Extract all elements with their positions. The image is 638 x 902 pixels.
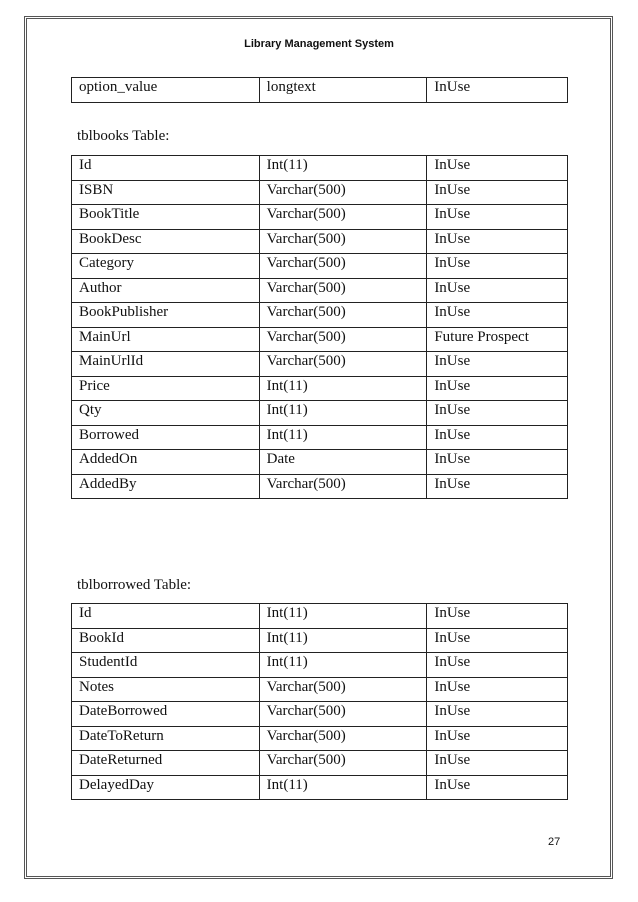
field-type-cell: Varchar(500) bbox=[259, 303, 427, 328]
table-row bbox=[72, 775, 568, 800]
table-row bbox=[72, 352, 568, 377]
field-name-cell: DelayedDay bbox=[72, 775, 260, 800]
field-status-cell: InUse bbox=[427, 751, 568, 776]
field-name-cell: DateBorrowed bbox=[72, 702, 260, 727]
field-type-cell: Int(11) bbox=[259, 653, 427, 678]
field-name-cell: DateReturned bbox=[72, 751, 260, 776]
field-type-cell: Varchar(500) bbox=[259, 726, 427, 751]
field-name-cell: ISBN bbox=[72, 180, 260, 205]
field-status-cell: InUse bbox=[427, 278, 568, 303]
field-type-cell: Date bbox=[259, 450, 427, 475]
field-name-cell: Author bbox=[72, 278, 260, 303]
table-row bbox=[72, 604, 568, 629]
table-row bbox=[72, 156, 568, 181]
table-row bbox=[72, 425, 568, 450]
table-row bbox=[72, 726, 568, 751]
table-row bbox=[72, 205, 568, 230]
field-status-cell: InUse bbox=[427, 474, 568, 499]
field-type-cell: Varchar(500) bbox=[259, 205, 427, 230]
field-status-cell: InUse bbox=[427, 229, 568, 254]
field-status-cell: InUse bbox=[427, 205, 568, 230]
field-type-cell: Varchar(500) bbox=[259, 229, 427, 254]
table-row bbox=[72, 628, 568, 653]
field-type-cell: Varchar(500) bbox=[259, 180, 427, 205]
field-type-cell: Varchar(500) bbox=[259, 702, 427, 727]
table-row bbox=[72, 653, 568, 678]
table-row bbox=[72, 677, 568, 702]
field-name-cell: option_value bbox=[72, 78, 260, 103]
tblbooks-caption: tblbooks Table: bbox=[77, 128, 170, 144]
tblborrowed-table bbox=[71, 603, 568, 800]
page-number: 27 bbox=[548, 836, 561, 848]
field-status-cell: Future Prospect bbox=[427, 327, 568, 352]
field-name-cell: Notes bbox=[72, 677, 260, 702]
field-status-cell: InUse bbox=[427, 604, 568, 629]
field-status-cell: InUse bbox=[427, 180, 568, 205]
field-name-cell: DateToReturn bbox=[72, 726, 260, 751]
field-status-cell: InUse bbox=[427, 401, 568, 426]
tblborrowed-caption: tblborrowed Table: bbox=[77, 577, 192, 593]
field-status-cell: InUse bbox=[427, 156, 568, 181]
field-status-cell: InUse bbox=[427, 425, 568, 450]
field-name-cell: AddedBy bbox=[72, 474, 260, 499]
field-status-cell: InUse bbox=[427, 775, 568, 800]
tblbooks-table bbox=[71, 155, 568, 499]
table-row bbox=[72, 751, 568, 776]
table-row bbox=[72, 474, 568, 499]
field-name-cell: Price bbox=[72, 376, 260, 401]
field-status-cell: InUse bbox=[427, 677, 568, 702]
table-row bbox=[72, 702, 568, 727]
field-name-cell: BookId bbox=[72, 628, 260, 653]
option-table bbox=[71, 77, 568, 103]
field-status-cell: InUse bbox=[427, 726, 568, 751]
field-name-cell: Id bbox=[72, 604, 260, 629]
field-name-cell: MainUrlId bbox=[72, 352, 260, 377]
field-status-cell: InUse bbox=[427, 653, 568, 678]
field-type-cell: Int(11) bbox=[259, 425, 427, 450]
table-row bbox=[72, 401, 568, 426]
field-type-cell: Varchar(500) bbox=[259, 677, 427, 702]
field-name-cell: StudentId bbox=[72, 653, 260, 678]
table-row bbox=[72, 180, 568, 205]
field-name-cell: Category bbox=[72, 254, 260, 279]
field-name-cell: Qty bbox=[72, 401, 260, 426]
field-name-cell: BookPublisher bbox=[72, 303, 260, 328]
field-type-cell: Varchar(500) bbox=[259, 352, 427, 377]
table-row bbox=[72, 229, 568, 254]
field-name-cell: Id bbox=[72, 156, 260, 181]
field-type-cell: Int(11) bbox=[259, 376, 427, 401]
field-type-cell: Int(11) bbox=[259, 156, 427, 181]
field-name-cell: MainUrl bbox=[72, 327, 260, 352]
field-status-cell: InUse bbox=[427, 254, 568, 279]
field-type-cell: Int(11) bbox=[259, 604, 427, 629]
field-type-cell: Int(11) bbox=[259, 628, 427, 653]
field-status-cell: InUse bbox=[427, 628, 568, 653]
field-status-cell: InUse bbox=[427, 702, 568, 727]
table-row bbox=[72, 278, 568, 303]
field-type-cell: longtext bbox=[259, 78, 427, 103]
field-type-cell: Varchar(500) bbox=[259, 278, 427, 303]
field-type-cell: Varchar(500) bbox=[259, 254, 427, 279]
field-type-cell: Int(11) bbox=[259, 775, 427, 800]
table-row bbox=[72, 303, 568, 328]
page-header: Library Management System bbox=[244, 38, 394, 50]
field-name-cell: BookDesc bbox=[72, 229, 260, 254]
field-status-cell: InUse bbox=[427, 303, 568, 328]
field-type-cell: Varchar(500) bbox=[259, 751, 427, 776]
field-type-cell: Int(11) bbox=[259, 401, 427, 426]
field-name-cell: BookTitle bbox=[72, 205, 260, 230]
field-name-cell: Borrowed bbox=[72, 425, 260, 450]
field-status-cell: InUse bbox=[427, 450, 568, 475]
table-row bbox=[72, 254, 568, 279]
field-type-cell: Varchar(500) bbox=[259, 327, 427, 352]
table-row bbox=[72, 450, 568, 475]
field-name-cell: AddedOn bbox=[72, 450, 260, 475]
field-status-cell: InUse bbox=[427, 376, 568, 401]
table-row bbox=[72, 78, 568, 103]
field-type-cell: Varchar(500) bbox=[259, 474, 427, 499]
field-status-cell: InUse bbox=[427, 78, 568, 103]
table-row bbox=[72, 376, 568, 401]
field-status-cell: InUse bbox=[427, 352, 568, 377]
table-row bbox=[72, 327, 568, 352]
